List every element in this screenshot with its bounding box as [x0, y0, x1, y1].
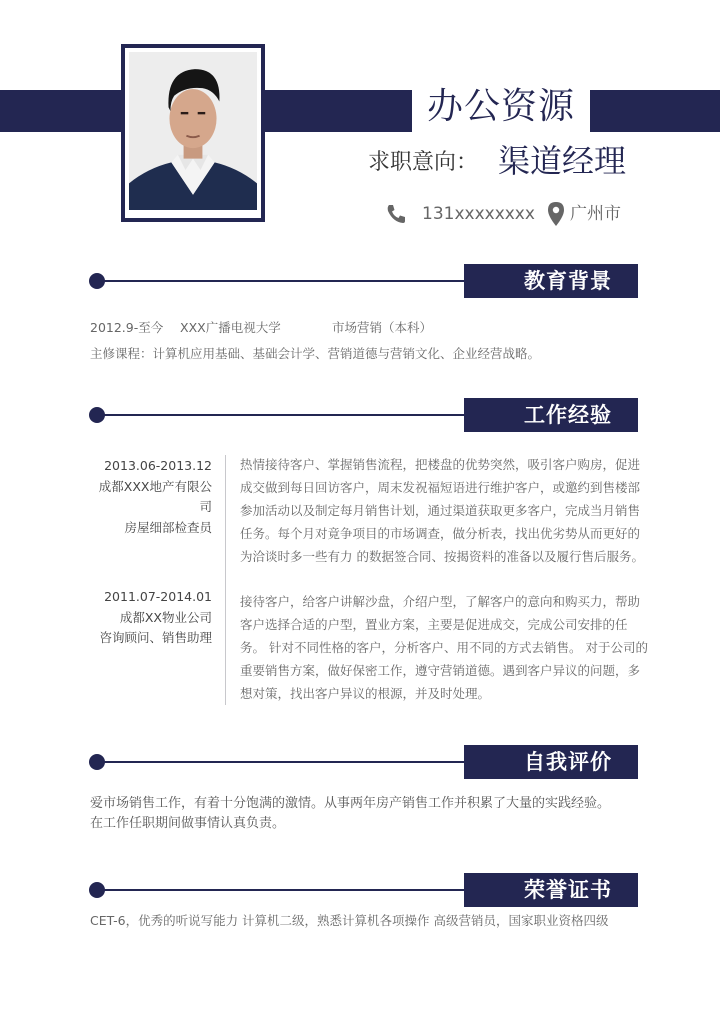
timeline-divider	[225, 455, 226, 705]
job-description: 热情接待客户、掌握销售流程，把楼盘的优势突然，吸引客户购房，促进成交做到每日回访客户，周末发祝福短语进行维护客户，或邀约到售楼部参加活动以及制定每月销售计划，通过渠道获取更多客户，完成当月销售任务。每个月对竟争项目的市场调查，做分析表，找出优劣势从而更好的为洽谈时多一些有力 的数据签合同、按揭资料的准备以及履行售后服务。	[240, 457, 644, 564]
profile-photo	[129, 52, 257, 210]
job-company: 成都XXX地产有限公司	[98, 478, 212, 514]
self-evaluation-line: 在工作任职期间做事情认真负责。	[90, 816, 286, 831]
section-divider-line	[97, 280, 467, 282]
job-date: 2013.06-2013.12	[104, 458, 212, 473]
job-position: 房屋细部检查员	[124, 519, 212, 535]
candidate-name: 办公资源	[426, 86, 575, 127]
city: 广州市	[570, 204, 621, 224]
phone-icon	[384, 202, 408, 226]
job-meta	[90, 587, 212, 649]
location-pin-icon	[546, 201, 566, 227]
honors-text: CET-6，优秀的听说写能力 计算机二级，熟悉计算机各项操作 高级营销员，国家职业资格四级	[90, 913, 609, 928]
header-band-left	[0, 90, 130, 132]
education-school: XXX广播电视大学	[180, 320, 281, 335]
education-courses: 主修课程：计算机应用基础、基础会计学、营销道德与营销文化、企业经营战略。	[90, 346, 541, 361]
job-intent-value: 渠道经理	[498, 142, 627, 180]
self-evaluation-text	[90, 794, 610, 834]
education-date: 2012.9-至今	[90, 320, 164, 335]
section-divider-line	[97, 889, 467, 891]
job-intent-label: 求职意向：	[368, 150, 479, 175]
header-band-middle	[262, 90, 412, 132]
section-title-education: 教育背景	[464, 264, 638, 298]
job-description: 接待客户，给客户讲解沙盘，介绍户型，了解客户的意向和购买力，帮助客户选择合适的户型，置业方案，主要是促进成交，完成公司安排的任务。 针对不同性格的客户，分析客户、用不同的方式去销售。 对于公司的重要销售方案，做好保密工作，遵守营销道德。遇到客户异议的问题，多想对策，找出客户异议的根源，并及时处理。	[240, 594, 648, 701]
header-band-right	[590, 90, 720, 132]
phone-number: 131xxxxxxxx	[422, 204, 535, 224]
job-meta	[90, 456, 212, 538]
job-date: 2011.07-2014.01	[104, 589, 212, 604]
section-divider-line	[97, 414, 467, 416]
profile-photo-frame	[121, 44, 265, 222]
section-title-work: 工作经验	[464, 398, 638, 432]
self-evaluation-line: 爱市场销售工作，有着十分饱满的激情。从事两年房产销售工作并积累了大量的实践经验。	[90, 796, 611, 811]
education-major: 市场营销（本科）	[332, 320, 433, 335]
section-divider-line	[97, 761, 467, 763]
job-position: 咨询顾问、销售助理	[99, 630, 212, 645]
job-company: 成都XX物业公司	[119, 609, 212, 625]
section-title-self-evaluation: 自我评价	[464, 745, 638, 779]
section-title-honors: 荣誉证书	[464, 873, 638, 907]
